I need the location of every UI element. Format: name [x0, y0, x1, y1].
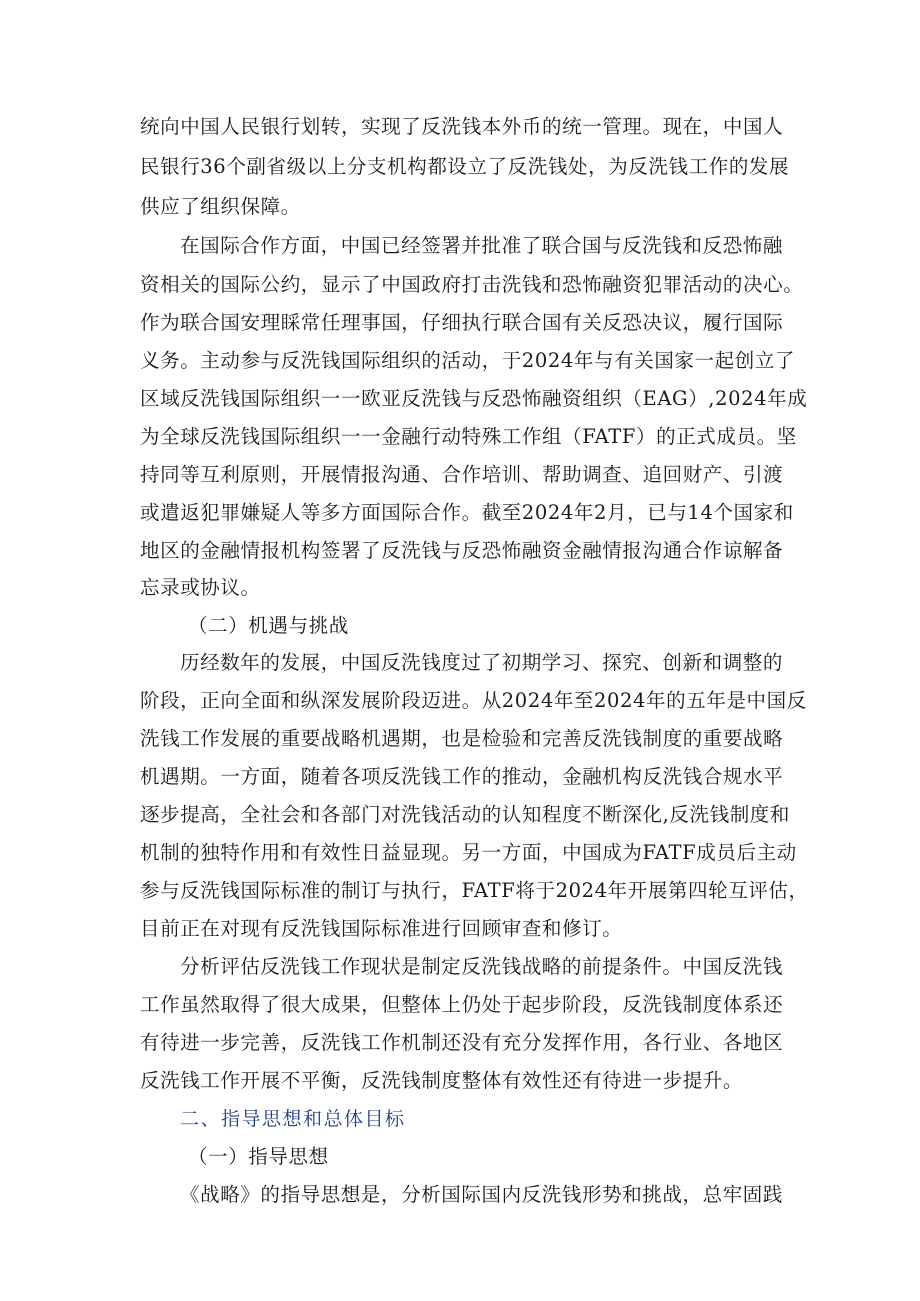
paragraph-line: 机遇期。一方面，随着各项反洗钱工作的推动，金融机构反洗钱合规水平: [140, 765, 784, 788]
paragraph-line: 在国际合作方面，中国已经签署并批准了联合国与反洗钱和反恐怖融: [180, 234, 784, 257]
paragraph-line: 分析评估反洗钱工作现状是制定反洗钱战略的前提条件。中国反洗钱: [180, 955, 784, 978]
paragraph-line: 或遣返犯罪嫌疑人等多方面国际合作。截至2024年2月，已与14个国家和: [140, 501, 794, 524]
paragraph-line: 机制的独特作用和有效性日益显现。另一方面，中国成为FATF成员后主动: [140, 841, 797, 864]
paragraph-line: 历经数年的发展，中国反洗钱度过了初期学习、探究、创新和调整的: [180, 651, 784, 674]
section-heading: 二、指导思想和总体目标: [180, 1108, 406, 1130]
subsection-heading: （二）机遇与挑战: [188, 614, 349, 637]
paragraph-line: 反洗钱工作开展不平衡，反洗钱制度整体有效性还有待进一步提升。: [140, 1069, 744, 1092]
paragraph-line: 义务。主动参与反洗钱国际组织的活动，于2024年与有关国家一起创立了: [140, 349, 796, 372]
paragraph-line: 有待进一步完善，反洗钱工作机制还没有充分发挥作用，各行业、各地区: [140, 1031, 784, 1054]
paragraph-line: 地区的金融情报机构签署了反洗钱与反恐怖融资金融情报沟通合作谅解备: [140, 539, 784, 562]
paragraph-line: 区域反洗钱国际组织一一欧亚反洗钱与反恐怖融资组织（EAG）,2024年成: [140, 387, 808, 410]
paragraph-line: 阶段，正向全面和纵深发展阶段迈进。从2024年至2024年的五年是中国反: [140, 689, 807, 712]
paragraph-line: 民银行36个副省级以上分支机构都设立了反洗钱处，为反洗钱工作的发展: [140, 155, 790, 178]
paragraph-line: 参与反洗钱国际标准的制订与执行，FATF将于2024年开展第四轮互评估，: [140, 879, 809, 902]
paragraph-line: 供应了组织保障。: [140, 195, 301, 218]
paragraph-line: 逐步提高，全社会和各部门对洗钱活动的认知程度不断深化,反洗钱制度和: [140, 803, 790, 826]
paragraph-line: 统向中国人民银行划转，实现了反洗钱本外币的统一管理。现在，中国人: [140, 115, 784, 138]
paragraph-line: 为全球反洗钱国际组织一一金融行动特殊工作组（FATF）的正式成员。坚: [140, 425, 797, 448]
paragraph-line: 目前正在对现有反洗钱国际标准进行回顾审查和修订。: [140, 917, 623, 940]
paragraph-line: 工作虽然取得了很大成果，但整体上仍处于起步阶段，反洗钱制度体系还: [140, 993, 784, 1016]
paragraph-line: 作为联合国安理睬常任理事国，仔细执行联合国有关反恐决议，履行国际: [140, 311, 784, 334]
paragraph-line: 资相关的国际公约，显示了中国政府打击洗钱和恐怖融资犯罪活动的决心。: [140, 273, 804, 296]
paragraph-line: 《战略》的指导思想是，分析国际国内反洗钱形势和挑战，总牢固践: [180, 1183, 784, 1206]
paragraph-line: 持同等互利原则，开展情报沟通、合作培训、帮助调查、追回财产、引渡: [140, 463, 784, 486]
paragraph-line: 洗钱工作发展的重要战略机遇期，也是检验和完善反洗钱制度的重要战略: [140, 727, 784, 750]
paragraph-line: 忘录或协议。: [140, 576, 261, 599]
subsection-heading: （一）指导思想: [188, 1145, 329, 1168]
